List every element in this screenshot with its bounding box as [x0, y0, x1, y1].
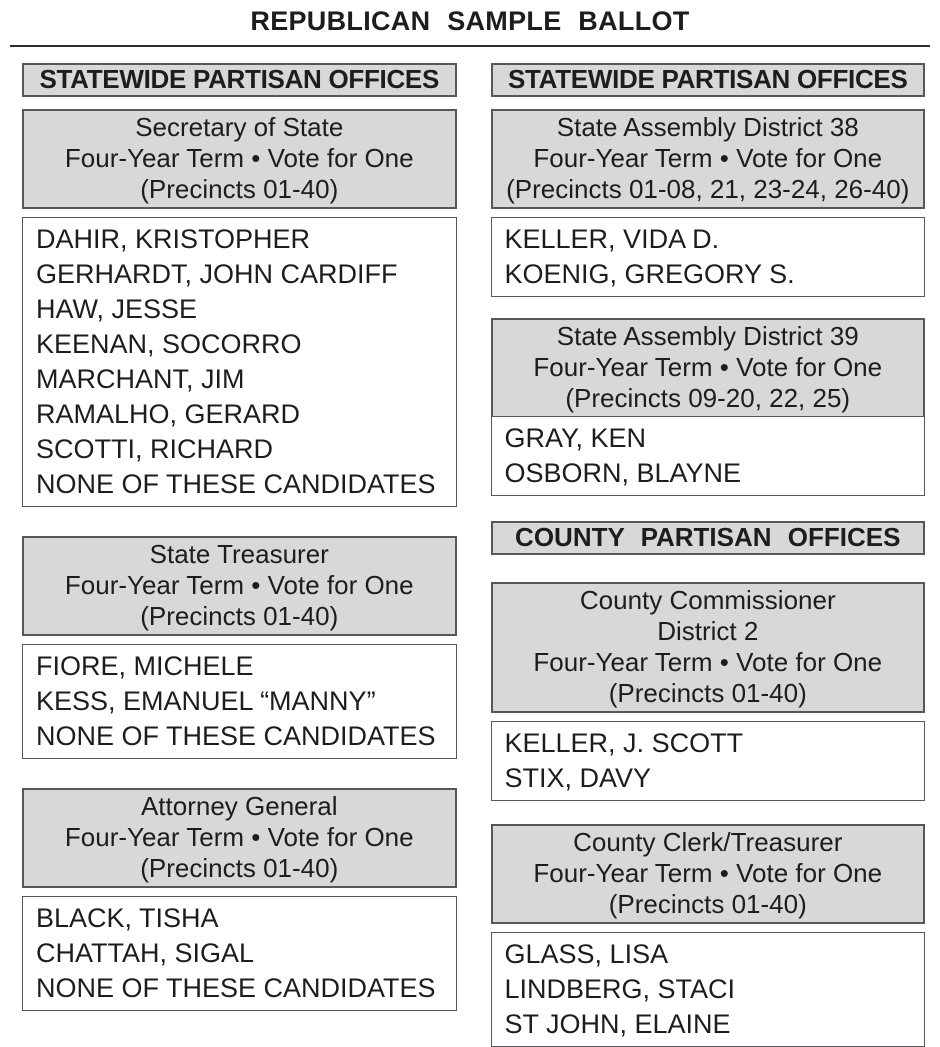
candidate-list-secretary-of-state [22, 217, 457, 507]
contest-header-county-commissioner-district-2 [491, 582, 926, 713]
contest-precincts: (Precincts 01-08, 21, 23-24, 26-40) [506, 174, 910, 204]
candidate-list-attorney-general [22, 896, 457, 1011]
candidate-row: STIX, DAVY [504, 763, 652, 793]
candidate-list-county-clerk-treasurer [491, 932, 926, 1047]
contest-precincts: (Precincts 09-20, 22, 25) [565, 383, 851, 413]
contest-precincts: (Precincts 01-40) [140, 174, 339, 204]
contest-term: Four-Year Term • Vote for One [533, 858, 883, 888]
contest-header-state-treasurer [22, 536, 457, 636]
candidate-row: SCOTTI, RICHARD [36, 434, 274, 464]
candidate-row: MARCHANT, JIM [36, 364, 245, 394]
left-column [22, 63, 457, 1011]
contest-header-assembly-district-39 [491, 318, 926, 418]
candidate-row: CHATTAH, SIGAL [36, 938, 255, 968]
candidate-row: HAW, JESSE [36, 294, 198, 324]
contest-title: County Clerk/Treasurer [573, 827, 843, 857]
contest-title: State Assembly District 39 [556, 321, 859, 351]
candidate-row: GRAY, KEN [504, 423, 647, 453]
candidate-row: KOENIG, GREGORY S. [504, 259, 795, 289]
contest-term: Four-Year Term • Vote for One [64, 570, 414, 600]
contest-title: State Assembly District 38 [556, 112, 859, 142]
contest-header-secretary-of-state [22, 109, 457, 209]
candidate-list-assembly-district-38 [491, 217, 926, 297]
contest-precincts: (Precincts 01-40) [140, 601, 339, 631]
contest-term: Four-Year Term • Vote for One [64, 822, 414, 852]
section-header-county: COUNTY PARTISAN OFFICES [491, 521, 926, 555]
candidate-list-county-commissioner [491, 721, 926, 801]
candidate-list-state-treasurer [22, 644, 457, 759]
contest-term: Four-Year Term • Vote for One [533, 143, 883, 173]
section-header-statewide-right: STATEWIDE PARTISAN OFFICES [491, 63, 926, 97]
candidate-row: LINDBERG, STACI [504, 974, 736, 1004]
candidate-row: ST JOHN, ELAINE [504, 1009, 731, 1039]
candidate-row: OSBORN, BLAYNE [504, 458, 742, 488]
contest-district: District 2 [657, 616, 759, 646]
ballot-columns [22, 63, 925, 1047]
candidate-row: KESS, EMANUEL “MANNY” [36, 686, 376, 716]
candidate-list-assembly-district-39 [491, 416, 926, 496]
contest-term: Four-Year Term • Vote for One [533, 647, 883, 677]
candidate-row-none-of-these: NONE OF THESE CANDIDATES [36, 721, 436, 751]
contest-title: Attorney General [140, 791, 338, 821]
contest-header-assembly-district-38 [491, 109, 926, 209]
candidate-row-none-of-these: NONE OF THESE CANDIDATES [36, 973, 436, 1003]
contest-title: State Treasurer [149, 539, 329, 569]
candidate-row-none-of-these: NONE OF THESE CANDIDATES [36, 469, 436, 499]
candidate-row: KELLER, VIDA D. [504, 224, 720, 254]
candidate-row: KELLER, J. SCOTT [504, 728, 744, 758]
ballot-title: REPUBLICAN SAMPLE BALLOT [250, 6, 690, 36]
candidate-row: GLASS, LISA [504, 939, 669, 969]
contest-precincts: (Precincts 01-40) [608, 889, 807, 919]
contest-header-county-clerk-treasurer [491, 824, 926, 924]
candidate-row: DAHIR, KRISTOPHER [36, 224, 311, 254]
section-header-statewide-left: STATEWIDE PARTISAN OFFICES [22, 63, 457, 97]
contest-title: County Commissioner [579, 585, 836, 615]
contest-title: Secretary of State [135, 112, 344, 142]
contest-precincts: (Precincts 01-40) [140, 853, 339, 883]
title-divider [10, 45, 930, 47]
candidate-row: GERHARDT, JOHN CARDIFF [36, 259, 398, 289]
candidate-row: BLACK, TISHA [36, 903, 219, 933]
right-column [491, 63, 926, 1047]
contest-term: Four-Year Term • Vote for One [533, 352, 883, 382]
candidate-row: KEENAN, SOCORRO [36, 329, 302, 359]
contest-term: Four-Year Term • Vote for One [64, 143, 414, 173]
contest-header-attorney-general [22, 788, 457, 888]
candidate-row: RAMALHO, GERARD [36, 399, 301, 429]
candidate-row: FIORE, MICHELE [36, 651, 254, 681]
contest-precincts: (Precincts 01-40) [608, 678, 807, 708]
